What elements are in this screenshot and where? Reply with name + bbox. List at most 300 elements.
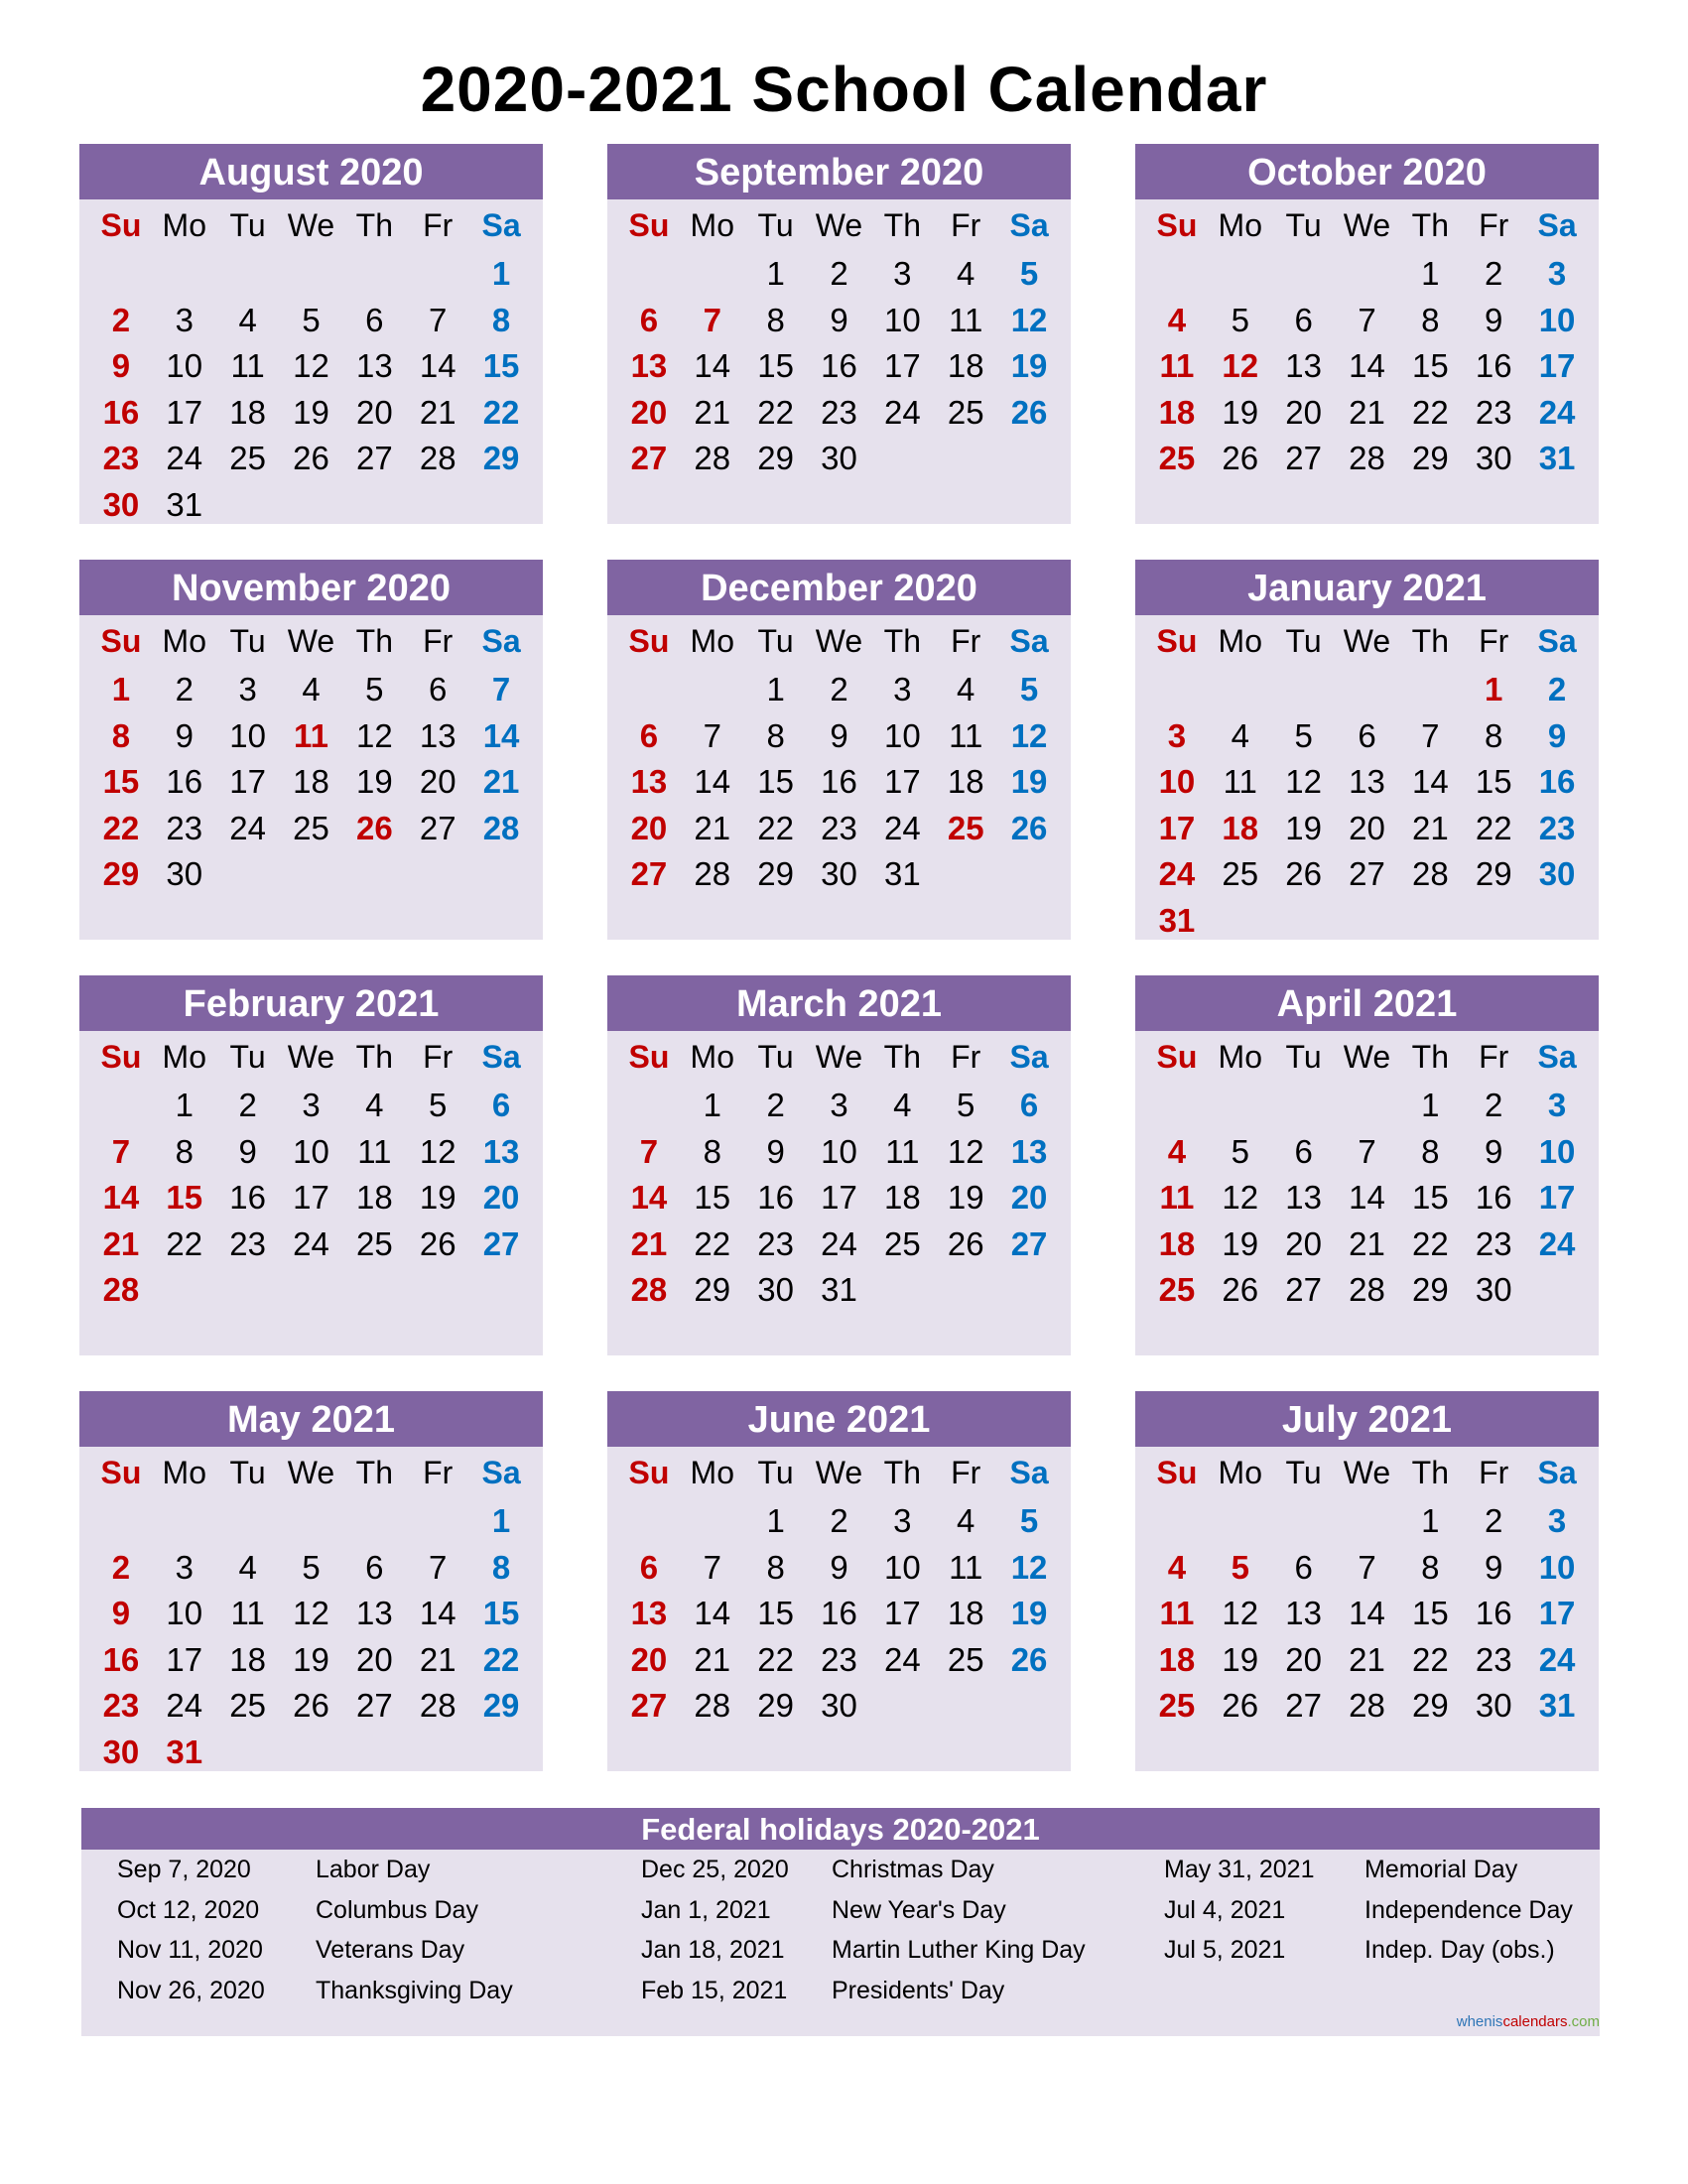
- day-cell: 14: [1411, 763, 1449, 800]
- day-cell: 6: [1294, 301, 1313, 338]
- day-cell: 13: [630, 763, 668, 800]
- day-cell: 30: [1538, 855, 1576, 892]
- weekday-header-row: [79, 1031, 543, 1083]
- weekday-label: Su: [1156, 623, 1198, 659]
- weekday-label: Th: [355, 1455, 394, 1490]
- holiday-name: Independence Day: [1364, 1895, 1573, 1924]
- empty-day-cell: [406, 251, 469, 298]
- day-cell: 28: [1349, 1271, 1385, 1308]
- day-cell: 20: [630, 809, 668, 846]
- day-cell: 23: [821, 809, 857, 846]
- day-cell: 14: [1349, 347, 1385, 384]
- holiday-date: Jan 18, 2021: [641, 1936, 785, 1964]
- day-cell: 3: [302, 1087, 321, 1123]
- weekday-label: We: [815, 1039, 863, 1075]
- day-cell: 22: [694, 1224, 731, 1262]
- day-cell: 20: [1010, 1179, 1048, 1216]
- day-cell: 29: [102, 855, 140, 892]
- empty-day-cell: [1272, 667, 1336, 713]
- day-cell: 31: [883, 855, 921, 892]
- day-cell: 5: [429, 1087, 448, 1123]
- day-cell: 4: [957, 1502, 975, 1539]
- holiday-date: May 31, 2021: [1164, 1856, 1315, 1883]
- day-cell: 24: [883, 1640, 921, 1678]
- weekday-label: Tu: [757, 1455, 794, 1490]
- day-cell: 16: [757, 1179, 794, 1216]
- day-cell: 8: [491, 1548, 511, 1586]
- day-cell: 28: [482, 809, 520, 846]
- weekday-label: Fr: [1479, 1455, 1509, 1490]
- day-cell: 10: [821, 1132, 857, 1170]
- day-cell: 28: [1349, 1687, 1385, 1724]
- day-cell: 5: [1294, 716, 1313, 754]
- month-card: [607, 1391, 1071, 1771]
- day-cell: 9: [830, 301, 848, 338]
- day-cell: 19: [1010, 1595, 1048, 1631]
- day-cell: 26: [1010, 393, 1048, 431]
- holiday-row: [117, 1930, 513, 1971]
- day-cell: 20: [1349, 809, 1385, 846]
- day-cell: 11: [1159, 1179, 1195, 1216]
- weekday-header-row: [79, 199, 543, 251]
- day-cell: 21: [630, 1224, 668, 1262]
- day-grid: [1135, 1083, 1599, 1314]
- day-cell: 12: [355, 716, 393, 754]
- day-cell: 11: [357, 1132, 392, 1170]
- day-cell: 23: [1475, 1640, 1512, 1678]
- day-cell: 22: [482, 393, 520, 431]
- day-cell: 28: [694, 1687, 731, 1724]
- weekday-label: Th: [355, 207, 394, 243]
- day-cell: 12: [293, 347, 329, 384]
- day-cell: 30: [1475, 1687, 1512, 1724]
- holiday-name: Memorial Day: [1364, 1856, 1518, 1883]
- day-cell: 22: [1411, 1640, 1449, 1678]
- day-cell: 25: [1158, 440, 1196, 476]
- day-cell: 29: [757, 855, 794, 892]
- day-grid: [607, 667, 1071, 898]
- day-cell: 26: [293, 440, 329, 476]
- day-cell: 15: [1411, 347, 1449, 384]
- month-title: October 2020: [1135, 144, 1599, 199]
- day-cell: 3: [175, 1548, 194, 1586]
- holiday-date: Nov 11, 2020: [117, 1936, 263, 1964]
- weekday-label: Su: [100, 1039, 142, 1075]
- month-title: June 2021: [607, 1391, 1071, 1447]
- day-cell: 16: [102, 1640, 140, 1678]
- weekday-label: Tu: [757, 623, 794, 659]
- holiday-day-cell: 12: [1222, 347, 1259, 384]
- day-cell: 5: [1231, 1132, 1249, 1170]
- holiday-row: [117, 1971, 513, 2011]
- day-cell: 31: [1538, 440, 1576, 476]
- day-cell: 19: [293, 393, 329, 431]
- day-cell: 13: [1285, 1179, 1322, 1216]
- day-cell: 15: [757, 1595, 794, 1631]
- empty-day-cell: [681, 1498, 744, 1545]
- day-cell: 19: [1285, 809, 1322, 846]
- watermark-link[interactable]: [1457, 2013, 1600, 2030]
- day-cell: 13: [1349, 763, 1385, 800]
- day-cell: 2: [111, 1548, 131, 1586]
- day-cell: 9: [1485, 1132, 1503, 1170]
- day-cell: 24: [1538, 1640, 1576, 1678]
- weekday-label: Mo: [1218, 1455, 1262, 1490]
- day-cell: 16: [1475, 347, 1512, 384]
- day-cell: 9: [1547, 716, 1567, 754]
- holiday-day-cell: 7: [703, 301, 721, 338]
- day-cell: 18: [883, 1179, 921, 1216]
- weekday-label: Mo: [162, 1039, 206, 1075]
- day-cell: 12: [419, 1132, 456, 1170]
- day-cell: 15: [1475, 763, 1512, 800]
- day-cell: 19: [1222, 393, 1259, 431]
- day-cell: 30: [821, 855, 857, 892]
- day-grid: [607, 251, 1071, 482]
- holiday-name: Veterans Day: [316, 1936, 465, 1964]
- day-cell: 13: [1010, 1132, 1048, 1170]
- day-cell: 9: [830, 1548, 848, 1586]
- day-cell: 6: [1294, 1548, 1313, 1586]
- day-cell: 10: [1538, 1132, 1576, 1170]
- weekday-label: Tu: [1285, 1039, 1322, 1075]
- day-cell: 21: [1349, 1224, 1385, 1262]
- weekday-label: Fr: [951, 623, 981, 659]
- empty-day-cell: [1145, 667, 1209, 713]
- day-cell: 17: [883, 763, 921, 800]
- day-cell: 17: [166, 1640, 203, 1678]
- day-cell: 30: [102, 485, 140, 523]
- holiday-date: Dec 25, 2020: [641, 1856, 789, 1883]
- federal-holidays-panel: [81, 1808, 1600, 2036]
- weekday-label: Tu: [1285, 207, 1322, 243]
- empty-day-cell: [216, 1498, 280, 1545]
- day-cell: 5: [1019, 255, 1039, 292]
- weekday-label: Tu: [757, 207, 794, 243]
- day-cell: 14: [694, 1595, 731, 1631]
- day-cell: 1: [491, 1502, 511, 1539]
- weekday-label: Mo: [690, 207, 734, 243]
- weekday-label: We: [287, 1455, 335, 1490]
- weekday-label: Sa: [481, 1455, 521, 1490]
- day-cell: 8: [1421, 1132, 1440, 1170]
- day-cell: 20: [355, 393, 393, 431]
- day-cell: 20: [355, 1640, 393, 1678]
- weekday-label: Th: [1411, 1039, 1450, 1075]
- day-cell: 18: [293, 763, 329, 800]
- watermark-part-1: whenis: [1456, 2013, 1503, 2030]
- day-cell: 4: [238, 301, 257, 338]
- day-cell: 11: [949, 716, 983, 754]
- day-cell: 27: [355, 1687, 393, 1724]
- day-grid: [607, 1083, 1071, 1314]
- day-cell: 24: [229, 809, 266, 846]
- day-cell: 28: [1349, 440, 1385, 476]
- day-cell: 9: [1485, 301, 1503, 338]
- month-title: December 2020: [607, 560, 1071, 615]
- weekday-label: Sa: [1537, 207, 1577, 243]
- month-card: [607, 144, 1071, 524]
- day-cell: 9: [175, 716, 194, 754]
- weekday-label: Mo: [162, 207, 206, 243]
- day-cell: 27: [1285, 440, 1322, 476]
- month-card: [607, 975, 1071, 1355]
- weekday-label: Su: [1156, 207, 1198, 243]
- weekday-label: Fr: [1479, 623, 1509, 659]
- day-cell: 25: [947, 1640, 984, 1678]
- empty-day-cell: [681, 667, 744, 713]
- day-cell: 7: [1358, 1132, 1376, 1170]
- empty-day-cell: [617, 1498, 681, 1545]
- day-cell: 1: [1421, 1502, 1440, 1539]
- day-cell: 18: [947, 347, 984, 384]
- month-title: November 2020: [79, 560, 543, 615]
- day-cell: 16: [821, 1595, 857, 1631]
- day-cell: 19: [355, 763, 393, 800]
- weekday-header-row: [1135, 199, 1599, 251]
- day-cell: 6: [1019, 1087, 1039, 1123]
- day-cell: 26: [947, 1224, 984, 1262]
- day-cell: 13: [630, 1595, 668, 1631]
- day-cell: 1: [111, 671, 131, 707]
- weekday-label: Fr: [1479, 1039, 1509, 1075]
- day-cell: 31: [1158, 901, 1196, 939]
- day-cell: 27: [1010, 1224, 1048, 1262]
- day-cell: 14: [694, 763, 731, 800]
- day-cell: 15: [102, 763, 140, 800]
- day-cell: 2: [111, 301, 131, 338]
- day-cell: 22: [757, 393, 794, 431]
- day-cell: 12: [1010, 1548, 1048, 1586]
- holiday-date: Oct 12, 2020: [117, 1895, 260, 1924]
- day-cell: 31: [166, 485, 203, 523]
- empty-day-cell: [1209, 667, 1272, 713]
- weekday-label: Sa: [1537, 623, 1577, 659]
- day-cell: 5: [302, 1548, 321, 1586]
- day-cell: 18: [947, 763, 984, 800]
- holiday-name: Presidents' Day: [832, 1976, 1005, 2004]
- day-cell: 17: [166, 393, 203, 431]
- day-cell: 30: [1475, 440, 1512, 476]
- day-cell: 4: [1167, 1548, 1187, 1586]
- day-cell: 6: [639, 1548, 659, 1586]
- holiday-date: Jul 5, 2021: [1164, 1936, 1286, 1964]
- day-cell: 30: [102, 1733, 140, 1770]
- weekday-label: Fr: [423, 623, 454, 659]
- day-cell: 10: [883, 301, 921, 338]
- day-cell: 3: [1547, 1087, 1567, 1123]
- day-cell: 8: [766, 1548, 785, 1586]
- day-cell: 21: [102, 1224, 140, 1262]
- weekday-label: Sa: [1009, 207, 1049, 243]
- day-cell: 26: [1010, 1640, 1048, 1678]
- empty-day-cell: [617, 251, 681, 298]
- day-cell: 30: [757, 1271, 794, 1308]
- day-cell: 14: [419, 347, 456, 384]
- holiday-name: Martin Luther King Day: [832, 1936, 1086, 1964]
- empty-day-cell: [280, 251, 343, 298]
- day-cell: 30: [1475, 1271, 1512, 1308]
- month-card: [1135, 560, 1599, 940]
- holiday-column: [641, 1850, 1086, 2010]
- day-cell: 6: [365, 1548, 384, 1586]
- day-cell: 6: [639, 716, 659, 754]
- day-grid: [79, 667, 543, 898]
- day-cell: 17: [1538, 1179, 1576, 1216]
- holiday-row: [641, 1930, 1086, 1971]
- day-cell: 11: [1159, 1595, 1195, 1631]
- day-cell: 28: [630, 1271, 668, 1308]
- holiday-column: [117, 1850, 513, 2010]
- day-cell: 21: [1349, 393, 1385, 431]
- day-cell: 5: [1019, 671, 1039, 707]
- holiday-row: [641, 1971, 1086, 2011]
- holiday-name: Indep. Day (obs.): [1364, 1936, 1555, 1964]
- day-cell: 13: [355, 347, 393, 384]
- day-cell: 21: [1349, 1640, 1385, 1678]
- day-cell: 23: [757, 1224, 794, 1262]
- day-cell: 20: [482, 1179, 520, 1216]
- day-cell: 11: [949, 1548, 983, 1586]
- federal-holidays-list: [81, 1850, 1600, 2036]
- weekday-label: Mo: [690, 1455, 734, 1490]
- empty-day-cell: [342, 1498, 406, 1545]
- weekday-label: Sa: [481, 623, 521, 659]
- weekday-header-row: [1135, 615, 1599, 667]
- day-cell: 18: [355, 1179, 393, 1216]
- empty-day-cell: [153, 251, 216, 298]
- weekday-label: Su: [628, 207, 670, 243]
- day-cell: 15: [482, 1595, 520, 1631]
- day-cell: 24: [166, 440, 203, 476]
- weekday-label: We: [1343, 1039, 1391, 1075]
- empty-day-cell: [1398, 667, 1462, 713]
- day-cell: 12: [1010, 301, 1048, 338]
- day-cell: 21: [694, 1640, 731, 1678]
- day-cell: 17: [821, 1179, 857, 1216]
- weekday-label: Su: [628, 1455, 670, 1490]
- holiday-day-cell: 11: [294, 716, 328, 754]
- day-cell: 26: [1010, 809, 1048, 846]
- day-cell: 22: [482, 1640, 520, 1678]
- day-cell: 1: [1421, 1087, 1440, 1123]
- day-cell: 8: [1421, 1548, 1440, 1586]
- weekday-label: Mo: [162, 623, 206, 659]
- holiday-day-cell: 31: [166, 1733, 203, 1770]
- day-cell: 14: [694, 347, 731, 384]
- empty-day-cell: [1272, 251, 1336, 298]
- weekday-label: Tu: [757, 1039, 794, 1075]
- weekday-header-row: [607, 1447, 1071, 1498]
- day-cell: 29: [1475, 855, 1512, 892]
- day-cell: 25: [229, 440, 266, 476]
- day-cell: 20: [419, 763, 456, 800]
- day-cell: 30: [166, 855, 203, 892]
- day-cell: 2: [830, 255, 848, 292]
- day-cell: 1: [766, 255, 785, 292]
- day-cell: 3: [893, 1502, 912, 1539]
- day-cell: 25: [229, 1687, 266, 1724]
- day-cell: 15: [1411, 1595, 1449, 1631]
- day-cell: 8: [766, 301, 785, 338]
- day-cell: 3: [1167, 716, 1187, 754]
- weekday-label: We: [1343, 207, 1391, 243]
- month-card: [79, 560, 543, 940]
- day-cell: 30: [821, 1687, 857, 1724]
- weekday-label: Mo: [690, 623, 734, 659]
- holiday-row: [117, 1890, 513, 1931]
- day-cell: 19: [1010, 347, 1048, 384]
- weekday-label: Th: [883, 207, 922, 243]
- day-cell: 18: [229, 393, 266, 431]
- day-cell: 5: [1019, 1502, 1039, 1539]
- empty-day-cell: [280, 1498, 343, 1545]
- day-cell: 26: [1222, 440, 1259, 476]
- weekday-header-row: [79, 615, 543, 667]
- day-cell: 5: [365, 671, 384, 707]
- day-cell: 21: [1411, 809, 1449, 846]
- empty-day-cell: [681, 251, 744, 298]
- day-cell: 25: [355, 1224, 393, 1262]
- weekday-label: Su: [628, 1039, 670, 1075]
- holiday-name: Thanksgiving Day: [316, 1976, 513, 2004]
- day-cell: 10: [883, 1548, 921, 1586]
- weekday-label: Sa: [481, 207, 521, 243]
- month-card: [1135, 144, 1599, 524]
- day-cell: 27: [630, 855, 668, 892]
- day-cell: 19: [1222, 1640, 1259, 1678]
- weekday-label: Tu: [229, 623, 266, 659]
- weekday-label: Fr: [1479, 207, 1509, 243]
- day-cell: 4: [957, 255, 975, 292]
- weekday-label: Th: [1411, 207, 1450, 243]
- day-cell: 12: [293, 1595, 329, 1631]
- empty-day-cell: [1145, 1498, 1209, 1545]
- holiday-day-cell: 26: [355, 809, 393, 846]
- day-cell: 2: [1547, 671, 1567, 707]
- day-cell: 7: [703, 716, 721, 754]
- holiday-row: [1164, 1850, 1573, 1890]
- day-cell: 14: [419, 1595, 456, 1631]
- day-cell: 22: [1475, 809, 1512, 846]
- day-cell: 28: [1411, 855, 1449, 892]
- day-cell: 10: [229, 716, 266, 754]
- empty-day-cell: [1209, 1498, 1272, 1545]
- weekday-label: Th: [883, 1039, 922, 1075]
- day-cell: 7: [429, 301, 448, 338]
- day-cell: 4: [365, 1087, 384, 1123]
- day-cell: 19: [947, 1179, 984, 1216]
- day-cell: 25: [947, 393, 984, 431]
- weekday-header-row: [607, 1031, 1071, 1083]
- day-cell: 9: [238, 1132, 257, 1170]
- day-cell: 29: [757, 1687, 794, 1724]
- day-cell: 6: [491, 1087, 511, 1123]
- day-cell: 9: [111, 1595, 131, 1631]
- day-cell: 24: [166, 1687, 203, 1724]
- day-cell: 1: [1421, 255, 1440, 292]
- day-cell: 11: [949, 301, 983, 338]
- day-cell: 5: [957, 1087, 975, 1123]
- holiday-name: Columbus Day: [316, 1895, 478, 1924]
- day-cell: 21: [419, 1640, 456, 1678]
- day-grid: [1135, 251, 1599, 482]
- day-cell: 23: [102, 1687, 140, 1724]
- day-cell: 6: [1294, 1132, 1313, 1170]
- day-cell: 22: [757, 1640, 794, 1678]
- day-cell: 1: [766, 1502, 785, 1539]
- empty-day-cell: [1336, 1083, 1399, 1129]
